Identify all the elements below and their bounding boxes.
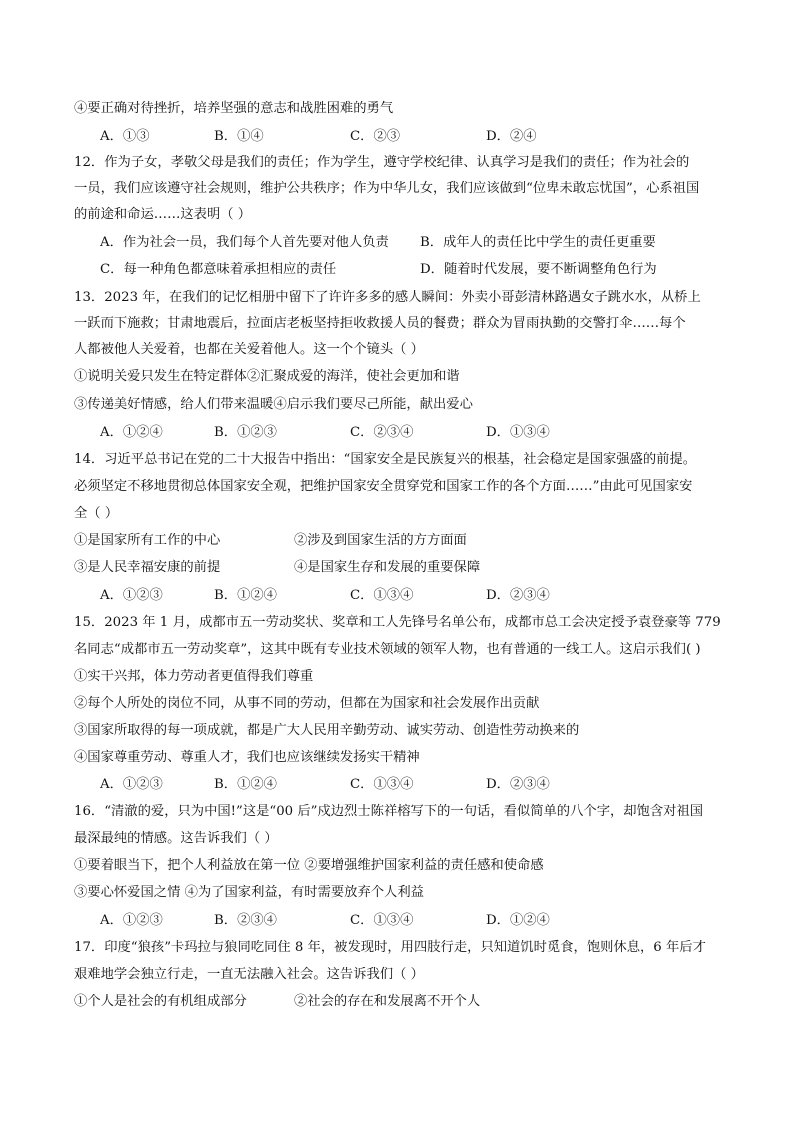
q11-option-b[interactable]: B．①④ xyxy=(214,129,264,144)
q12-option-a[interactable]: A．作为社会一员，我们每个人首先要对他人负责 xyxy=(100,235,389,250)
q14-statements-row-2 xyxy=(74,559,724,577)
q17-statement-1: ①个人是社会的有机组成部分 xyxy=(74,994,247,1009)
q15-stem-line-1: 15．2023 年 1 月，成都市五一劳动奖状、奖章和工人先锋号名单公布，成都市总工会决定授予袁登豪等 779 xyxy=(74,615,721,630)
q15-option-d[interactable]: D．②③④ xyxy=(486,777,550,792)
q13-option-d[interactable]: D．①③④ xyxy=(486,425,550,440)
q17-statements-row-1 xyxy=(74,993,724,1011)
q17-statement-2: ②社会的存在和发展离不开个人 xyxy=(294,994,481,1009)
q14-option-b[interactable]: B．①②④ xyxy=(214,588,277,603)
q11-options xyxy=(100,128,700,146)
q13-stem-line-3: 人都被他人关爱着，也都在关爱着他人。这一个个镜头（ ） xyxy=(74,342,424,357)
q15-statement-1: ①实干兴邦，体力劳动者更值得我们尊重 xyxy=(74,669,314,684)
q15-statement-2: ②每个人所处的岗位不同，从事不同的劳动，但都在为国家和社会发展作出贡献 xyxy=(74,696,540,711)
q14-option-d[interactable]: D．②③④ xyxy=(486,588,550,603)
q15-option-c[interactable]: C．①③④ xyxy=(350,777,414,792)
q16-option-d[interactable]: D．①②④ xyxy=(486,913,550,928)
q14-option-c[interactable]: C．①③④ xyxy=(350,588,414,603)
q14-statement-1: ①是国家所有工作的中心 xyxy=(74,533,221,548)
q12-option-c[interactable]: C．每一种角色都意味着承担相应的责任 xyxy=(100,262,337,277)
q14-statement-2: ②涉及到国家生活的方方面面 xyxy=(294,533,467,548)
q12-stem-line-2: 一员，我们应该遵守社会规则，维护公共秩序；作为中华儿女，我们应该做到“位卑未敢忘忧国”，心系祖国 xyxy=(74,181,700,196)
q15-statement-3: ③国家所取得的每一项成就，都是广大人民用辛勤劳动、诚实劳动、创造性劳动换来的 xyxy=(74,723,580,738)
q13-option-c[interactable]: C．②③④ xyxy=(350,425,414,440)
q15-statement-4: ④国家尊重劳动、尊重人才，我们也应该继续发扬实干精神 xyxy=(74,750,420,765)
q12-option-d[interactable]: D．随着时代发展，要不断调整角色行为 xyxy=(420,262,657,277)
q12-options-row-2 xyxy=(100,261,740,279)
q14-stem-line-2: 必须坚定不移地贯彻总体国家安全观，把维护国家安全贯穿党和国家工作的各个方面……”由此可见国家安 xyxy=(74,479,693,494)
q15-option-a[interactable]: A．①②③ xyxy=(100,777,163,792)
q11-statement-4: ④要正确对待挫折，培养坚强的意志和战胜困难的勇气 xyxy=(74,101,394,116)
q13-stem-line-2: 一跃而下施救；甘肃地震后，拉面店老板坚持拒收救援人员的餐费；群众为冒雨执勤的交警打伞……每个 xyxy=(74,316,686,331)
q11-option-d[interactable]: D．②④ xyxy=(486,129,537,144)
q14-stem-line-3: 全（ ） xyxy=(74,506,119,521)
q14-statement-3: ③是人民幸福安康的前提 xyxy=(74,560,221,575)
q16-statements-2: ③要心怀爱国之情 ④为了国家利益，有时需要放弃个人利益 xyxy=(74,885,424,900)
q16-option-a[interactable]: A．①②③ xyxy=(100,913,163,928)
q16-option-c[interactable]: C．①③④ xyxy=(350,913,414,928)
q17-stem-line-2: 艰难地学会独立行走，一直无法融入社会。这告诉我们（ ） xyxy=(74,967,424,982)
q14-option-a[interactable]: A．①②③ xyxy=(100,588,163,603)
q15-option-b[interactable]: B．①②④ xyxy=(214,777,277,792)
q13-option-a[interactable]: A．①②④ xyxy=(100,425,163,440)
q16-stem-line-2: 最深最纯的情感。这告诉我们（ ） xyxy=(74,831,278,846)
q11-option-a[interactable]: A．①③ xyxy=(100,129,150,144)
q15-options xyxy=(100,776,700,794)
q13-option-b[interactable]: B．①②③ xyxy=(214,425,277,440)
q15-stem-line-2: 名同志“成都市五一劳动奖章”，这其中既有专业技术领域的领军人物，也有普通的一线工人。这启示我们( ) xyxy=(74,642,701,657)
q14-statements-row-1 xyxy=(74,532,724,550)
q12-option-b[interactable]: B．成年人的责任比中学生的责任更重要 xyxy=(420,235,656,250)
q12-stem-line-1: 12．作为子女，孝敬父母是我们的责任；作为学生，遵守学校纪律、认真学习是我们的责任；作为社会的 xyxy=(74,155,690,170)
q16-options xyxy=(100,912,700,930)
q12-stem-line-3: 的前途和命运……这表明（ ） xyxy=(74,207,252,222)
q12-options-row-1 xyxy=(100,234,740,252)
q17-stem-line-1: 17．印度“狼孩”卡玛拉与狼同吃同住 8 年，被发现时，用四肢行走，只知道饥时觅食，饱则休息，6 年后才 xyxy=(74,940,706,955)
q14-statement-4: ④是国家生存和发展的重要保障 xyxy=(294,560,481,575)
q14-options xyxy=(100,587,700,605)
q13-options xyxy=(100,424,700,442)
q16-option-b[interactable]: B．②③④ xyxy=(214,913,277,928)
q14-stem-line-1: 14．习近平总书记在党的二十大报告中指出：“国家安全是民族复兴的根基，社会稳定是国家强盛的前提。 xyxy=(74,452,697,467)
q11-option-c[interactable]: C．②③ xyxy=(350,129,401,144)
q16-statements-1: ①要着眼当下，把个人利益放在第一位 ②要增强维护国家利益的责任感和使命感 xyxy=(74,858,544,873)
q16-stem-line-1: 16．“清澈的爱，只为中国!”这是“00 后”戍边烈士陈祥榕写下的一句话，看似简单的八个字，却饱含对祖国 xyxy=(74,804,704,819)
q13-stem-line-1: 13．2023 年，在我们的记忆相册中留下了许许多多的感人瞬间：外卖小哥彭清林路遇女子跳水水，从桥上 xyxy=(74,290,701,305)
q13-statements-2: ③传递美好情感，给人们带来温暖④启示我们要尽己所能，献出爱心 xyxy=(74,397,473,412)
q13-statements-1: ①说明关爱只发生在特定群体②汇聚成爱的海洋，使社会更加和谐 xyxy=(74,369,460,384)
